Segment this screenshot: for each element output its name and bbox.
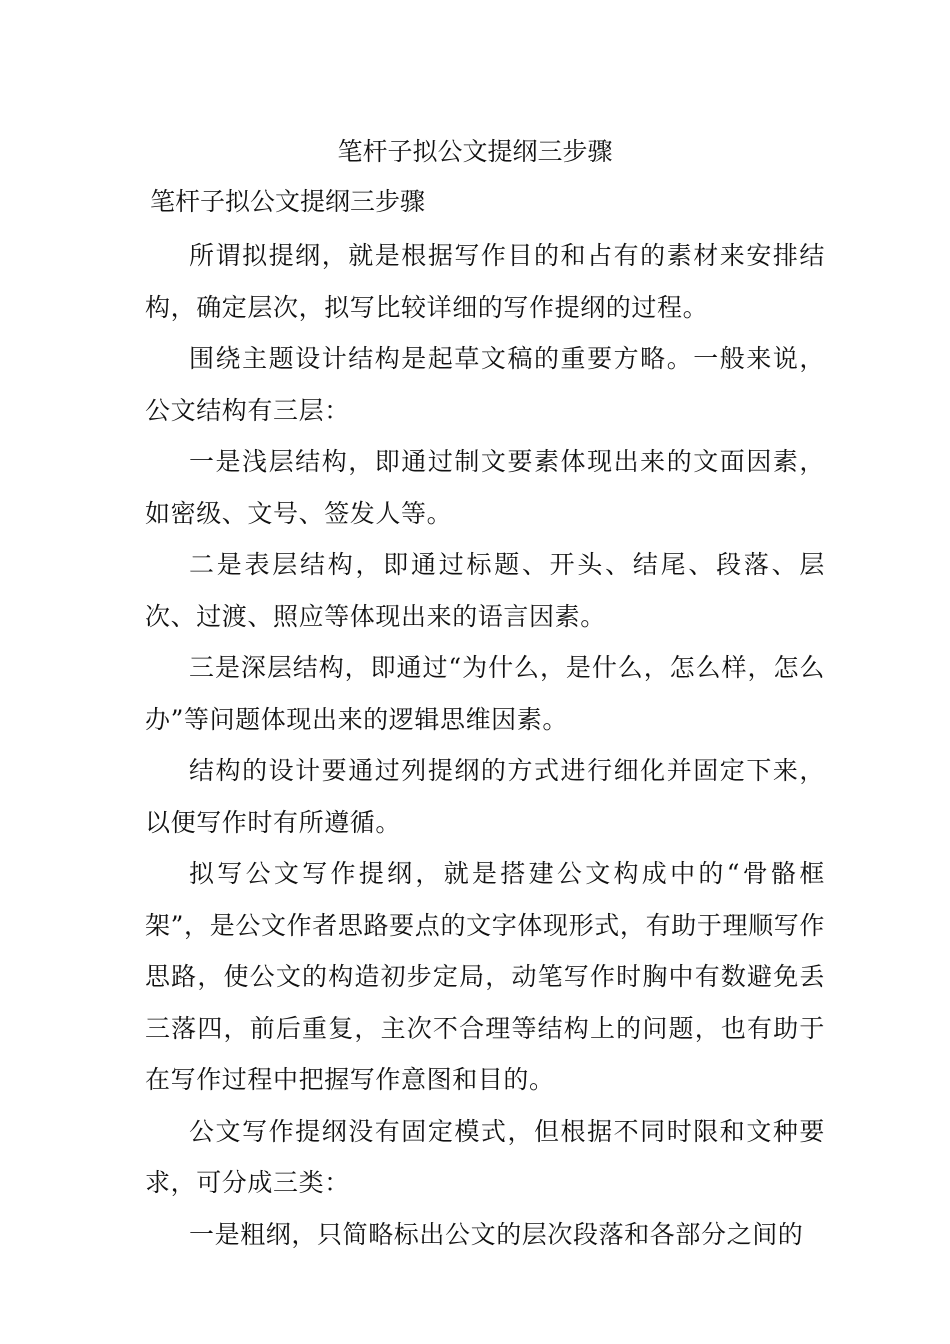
paragraph-deep-structure: 三是深层结构，即通过“为什么，是什么，怎么样，怎么办”等问题体现出来的逻辑思维因素。 (145, 653, 825, 734)
paragraph-shallow-structure: 一是浅层结构，即通过制文要素体现出来的文面因素，如密级、文号、签发人等。 (145, 447, 825, 528)
document-body (145, 230, 825, 1260)
document-subtitle: 笔杆子拟公文提纲三步骤 (150, 187, 426, 216)
paragraph-outline-purpose: 拟写公文写作提纲，就是搭建公文构成中的“骨骼框架”，是公文作者思路要点的文字体现形式，有助于理顺写作思路，使公文的构造初步定局，动笔写作时胸中有数避免丢三落四，前后重复，主次不合理等结构上的问题，也有助于在写作过程中把握写作意图和目的。 (145, 859, 825, 1094)
paragraph-outline-types: 公文写作提纲没有固定模式，但根据不同时限和文种要求，可分成三类： (145, 1116, 825, 1197)
paragraph-structure-intro: 围绕主题设计结构是起草文稿的重要方略。一般来说，公文结构有三层： (145, 344, 825, 425)
paragraph-definition: 所谓拟提纲，就是根据写作目的和占有的素材来安排结构，确定层次，拟写比较详细的写作提纲的过程。 (145, 241, 825, 322)
paragraph-outline-design: 结构的设计要通过列提纲的方式进行细化并固定下来，以便写作时有所遵循。 (145, 756, 825, 837)
document-title: 笔杆子拟公文提纲三步骤 (337, 137, 613, 166)
paragraph-rough-outline: 一是粗纲，只简略标出公文的层次段落和各部分之间的 (189, 1219, 804, 1249)
paragraph-surface-structure: 二是表层结构，即通过标题、开头、结尾、段落、层次、过渡、照应等体现出来的语言因素。 (145, 550, 825, 631)
